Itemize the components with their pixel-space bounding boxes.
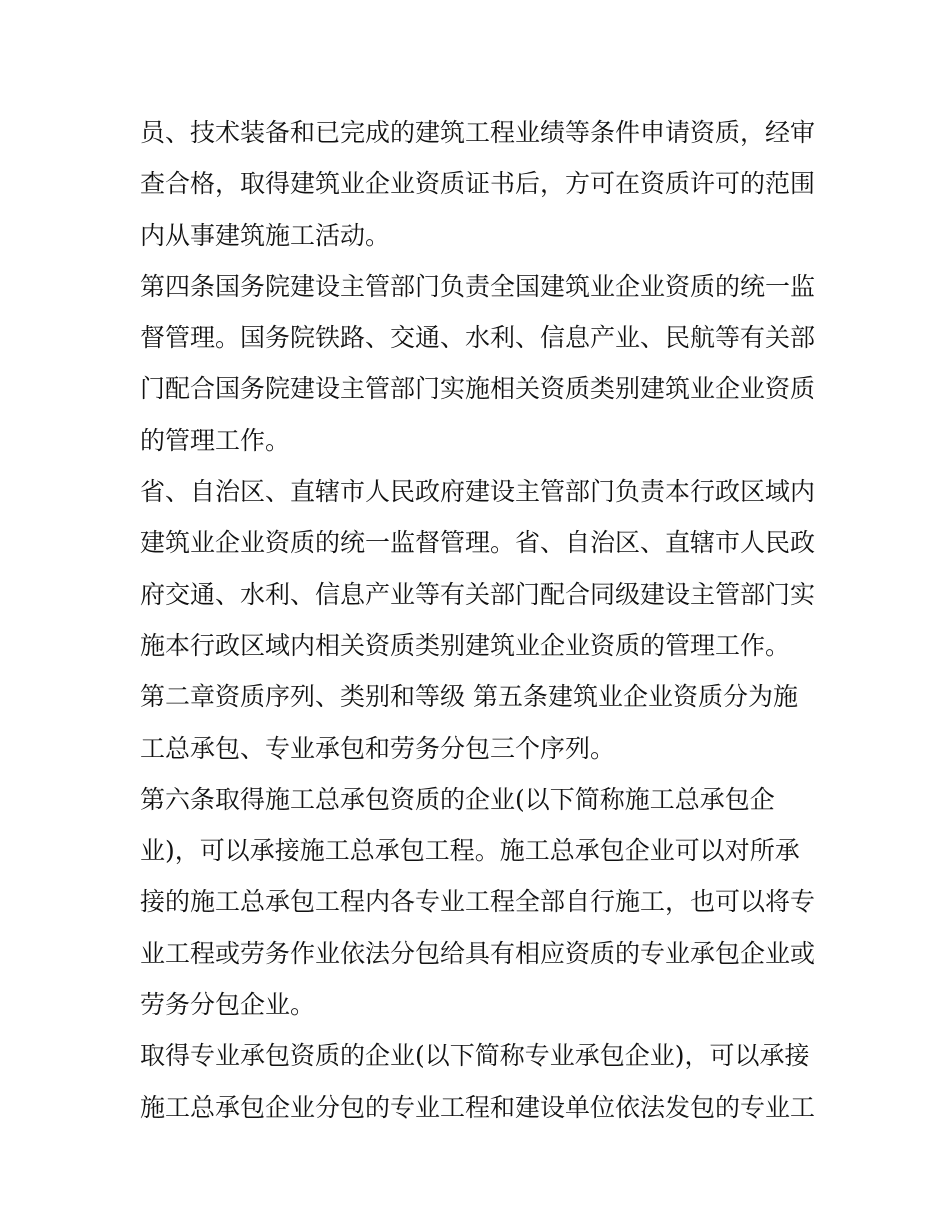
document-body <box>140 107 820 1133</box>
text-line-19: 取得专业承包资质的企业(以下简称专业承包企业)，可以承接 <box>140 1041 810 1071</box>
text-line-5: 督管理。国务院铁路、交通、水利、信息产业、民航等有关部 <box>140 323 816 353</box>
text-line-17: 业工程或劳务作业依法分包给具有相应资质的专业承包企业或 <box>140 938 816 968</box>
text-line-20: 施工总承包企业分包的专业工程和建设单位依法发包的专业工 <box>140 1092 816 1122</box>
text-line-4: 第四条国务院建设主管部门负责全国建筑业企业资质的统一监 <box>140 271 816 301</box>
text-line-15: 业)，可以承接施工总承包工程。施工总承包企业可以对所承 <box>140 836 800 866</box>
text-line-8: 省、自治区、直辖市人民政府建设主管部门负责本行政区域内 <box>140 477 816 507</box>
text-line-18: 劳务分包企业。 <box>140 990 316 1020</box>
text-line-12: 第二章资质序列、类别和等级 第五条建筑业企业资质分为施 <box>140 682 798 712</box>
text-line-6: 门配合国务院建设主管部门实施相关资质类别建筑业企业资质 <box>140 374 816 404</box>
text-line-13: 工总承包、专业承包和劳务分包三个序列。 <box>140 733 616 763</box>
text-line-10: 府交通、水利、信息产业等有关部门配合同级建设主管部门实 <box>140 579 816 609</box>
text-line-14: 第六条取得施工总承包资质的企业(以下简称施工总承包企 <box>140 784 775 814</box>
text-line-11: 施本行政区域内相关资质类别建筑业企业资质的管理工作。 <box>140 630 791 660</box>
text-line-9: 建筑业企业资质的统一监督管理。省、自治区、直辖市人民政 <box>140 528 816 558</box>
text-line-1: 员、技术装备和已完成的建筑工程业绩等条件申请资质，经审 <box>140 118 816 147</box>
text-line-7: 的管理工作。 <box>140 425 291 455</box>
text-line-3: 内从事建筑施工活动。 <box>140 220 391 250</box>
text-line-2: 查合格，取得建筑业企业资质证书后，方可在资质许可的范围 <box>140 169 816 199</box>
text-line-16: 接的施工总承包工程内各专业工程全部自行施工，也可以将专 <box>140 887 816 917</box>
